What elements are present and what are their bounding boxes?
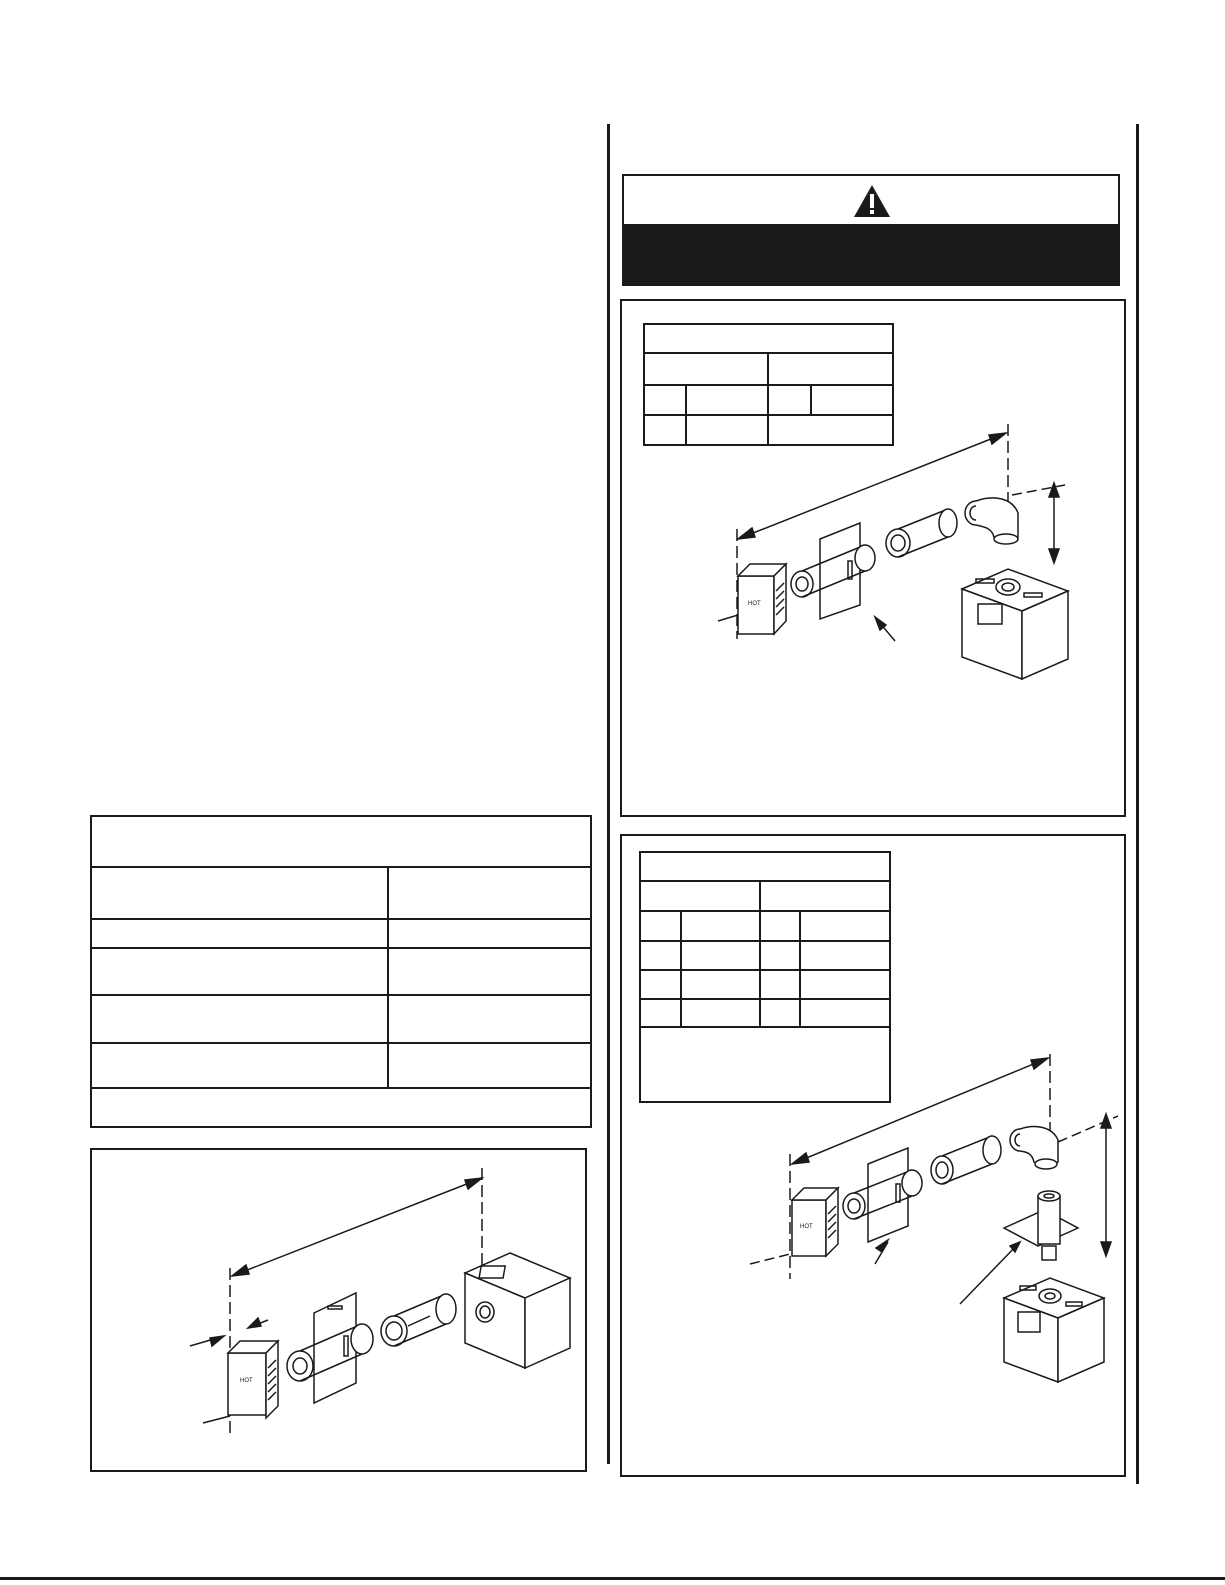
termination-hot-label: HOT <box>240 1378 253 1384</box>
vent-spec-table-grid <box>90 815 592 1128</box>
column-divider-left <box>607 124 610 1464</box>
page-bottom-rule <box>0 1577 1225 1580</box>
warning-banner <box>622 174 1120 286</box>
elbow-vent-drawing <box>620 299 1126 817</box>
riser-vent-drawing <box>620 834 1126 1477</box>
figure-elbow-vent <box>620 299 1126 817</box>
warning-triangle-icon <box>852 183 892 219</box>
warning-banner-body <box>624 224 1118 284</box>
figure-straight-vent <box>90 1148 587 1472</box>
elbow-termination-hot-label: HOT <box>748 601 761 607</box>
warning-banner-header <box>624 176 1118 226</box>
straight-vent-drawing <box>90 1148 587 1472</box>
riser-termination-hot-label: HOT <box>800 1224 813 1230</box>
column-divider-right <box>1136 124 1139 1484</box>
figure-elbow-riser-vent <box>620 834 1126 1477</box>
vent-spec-table <box>90 815 592 1128</box>
